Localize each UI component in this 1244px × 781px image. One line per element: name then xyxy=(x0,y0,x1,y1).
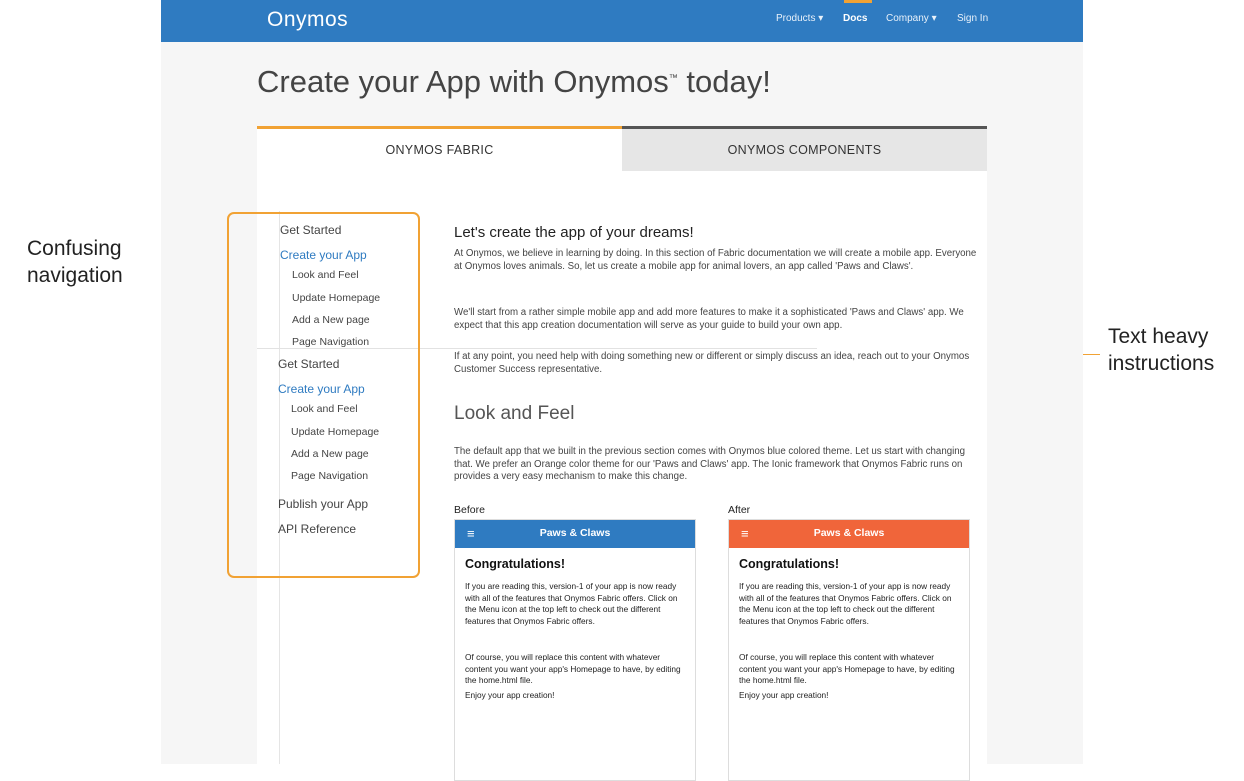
preview-after-paragraph-1: If you are reading this, version-1 of your app is now ready with all of the features that Onymos Fabric offers. Click on the Menu icon at the top left to check out the different features that Onymos Fabric offers. xyxy=(739,581,952,627)
top-nav-bar xyxy=(161,0,1083,42)
annotation-right-line1: Text heavy xyxy=(1108,325,1209,348)
menu-icon: ≡ xyxy=(741,526,749,541)
preview-before-app-title: Paws & Claws xyxy=(539,527,611,539)
onymos-logo[interactable]: Onymos xyxy=(267,8,349,31)
sidebar-item-update-homepage[interactable]: Update Homepage xyxy=(292,292,381,304)
annotation-left-line1: Confusing xyxy=(27,237,122,260)
sidebar-item-look-and-feel[interactable]: Look and Feel xyxy=(292,269,359,281)
navigation-highlight-box xyxy=(227,212,420,578)
page-title-tail: today! xyxy=(677,64,771,99)
intro-paragraph-2: We'll start from a rather simple mobile app and add more features to make it a sophisticated 'Paws and Claws' app. We expect that this app creation documentation will serve as your guide to build your own app. xyxy=(454,307,964,331)
sidebar-item-get-started[interactable]: Get Started xyxy=(280,223,342,237)
preview-after-app-title: Paws & Claws xyxy=(813,527,885,539)
preview-after-paragraph-2: Of course, you will replace this content with whatever content you want your app's Homepage to have, by editing the home.html file. xyxy=(739,652,955,686)
intro-paragraph-3: If at any point, you need help with doing something new or different or simply discuss an idea, reach out to your Onymos Customer Success representative. xyxy=(454,351,970,375)
sidebar-item-add-new-page-2[interactable]: Add a New page xyxy=(291,448,369,460)
sidebar-item-get-started-2[interactable]: Get Started xyxy=(278,357,340,371)
sidebar-item-create-app[interactable]: Create your App xyxy=(280,248,367,262)
preview-before-paragraph-2: Of course, you will replace this content with whatever content you want your app's Homepage to have, by editing the home.html file. xyxy=(465,652,681,686)
preview-after-heading: Congratulations! xyxy=(739,557,839,571)
preview-after-paragraph-3: Enjoy your app creation! xyxy=(739,690,829,700)
preview-after xyxy=(728,519,970,781)
docs-active-indicator xyxy=(844,0,872,3)
section-heading-look-and-feel: Look and Feel xyxy=(454,403,575,424)
annotation-left-line2: navigation xyxy=(27,264,123,287)
annotation-right-line2: instructions xyxy=(1108,352,1215,375)
nav-signin[interactable]: Sign In xyxy=(957,13,989,24)
page-title-main: Create your App with Onymos xyxy=(257,64,669,99)
sidebar-item-add-new-page[interactable]: Add a New page xyxy=(292,314,370,326)
preview-after-toolbar xyxy=(729,520,969,548)
preview-before xyxy=(454,519,696,781)
look-feel-paragraph: The default app that we built in the previous section comes with Onymos blue colored theme. Let us start with changing that. We prefer an Orange color theme for our 'Paws and Claws' app. The Ionic framework that Onymos Fabric runs on provides a very easy mechanism to make this change. xyxy=(454,446,966,483)
preview-before-toolbar xyxy=(455,520,695,548)
sidebar-item-look-and-feel-2[interactable]: Look and Feel xyxy=(291,403,358,415)
sidebar-item-update-homepage-2[interactable]: Update Homepage xyxy=(291,426,380,438)
sidebar-item-create-app-2[interactable]: Create your App xyxy=(278,382,365,396)
tab-onymos-components[interactable]: ONYMOS COMPONENTS xyxy=(622,126,987,171)
caption-before: Before xyxy=(454,504,485,516)
menu-icon: ≡ xyxy=(467,526,475,541)
sidebar-item-page-navigation-2[interactable]: Page Navigation xyxy=(291,470,369,482)
sidebar-item-page-navigation[interactable]: Page Navigation xyxy=(292,336,370,348)
tab-onymos-fabric[interactable]: ONYMOS FABRIC xyxy=(257,126,622,171)
caption-after: After xyxy=(728,504,751,516)
trademark-symbol: ™ xyxy=(668,72,678,83)
nav-company[interactable]: Company ▾ xyxy=(886,13,937,24)
intro-paragraph-1: At Onymos, we believe in learning by doing. In this section of Fabric documentation we will create a mobile app. Everyone at Onymos loves animals. So, let us create a mobile app for animal lovers, an app called 'Paws and Claws'. xyxy=(454,248,977,272)
nav-products[interactable]: Products ▾ xyxy=(776,13,824,24)
main-heading: Let's create the app of your dreams! xyxy=(454,224,694,241)
annotation-confusing-navigation xyxy=(27,235,123,289)
annotation-text-heavy xyxy=(1108,323,1214,377)
preview-before-paragraph-1: If you are reading this, version-1 of your app is now ready with all of the features that Onymos Fabric offers. Click on the Menu icon at the top left to check out the different features that Onymos Fabric offers. xyxy=(465,581,678,627)
sidebar-item-publish-app[interactable]: Publish your App xyxy=(278,497,369,511)
preview-before-heading: Congratulations! xyxy=(465,557,565,571)
sidebar-item-api-reference[interactable]: API Reference xyxy=(278,522,357,536)
page-title xyxy=(257,64,771,100)
nav-docs[interactable]: Docs xyxy=(843,13,868,24)
preview-before-paragraph-3: Enjoy your app creation! xyxy=(465,690,555,700)
